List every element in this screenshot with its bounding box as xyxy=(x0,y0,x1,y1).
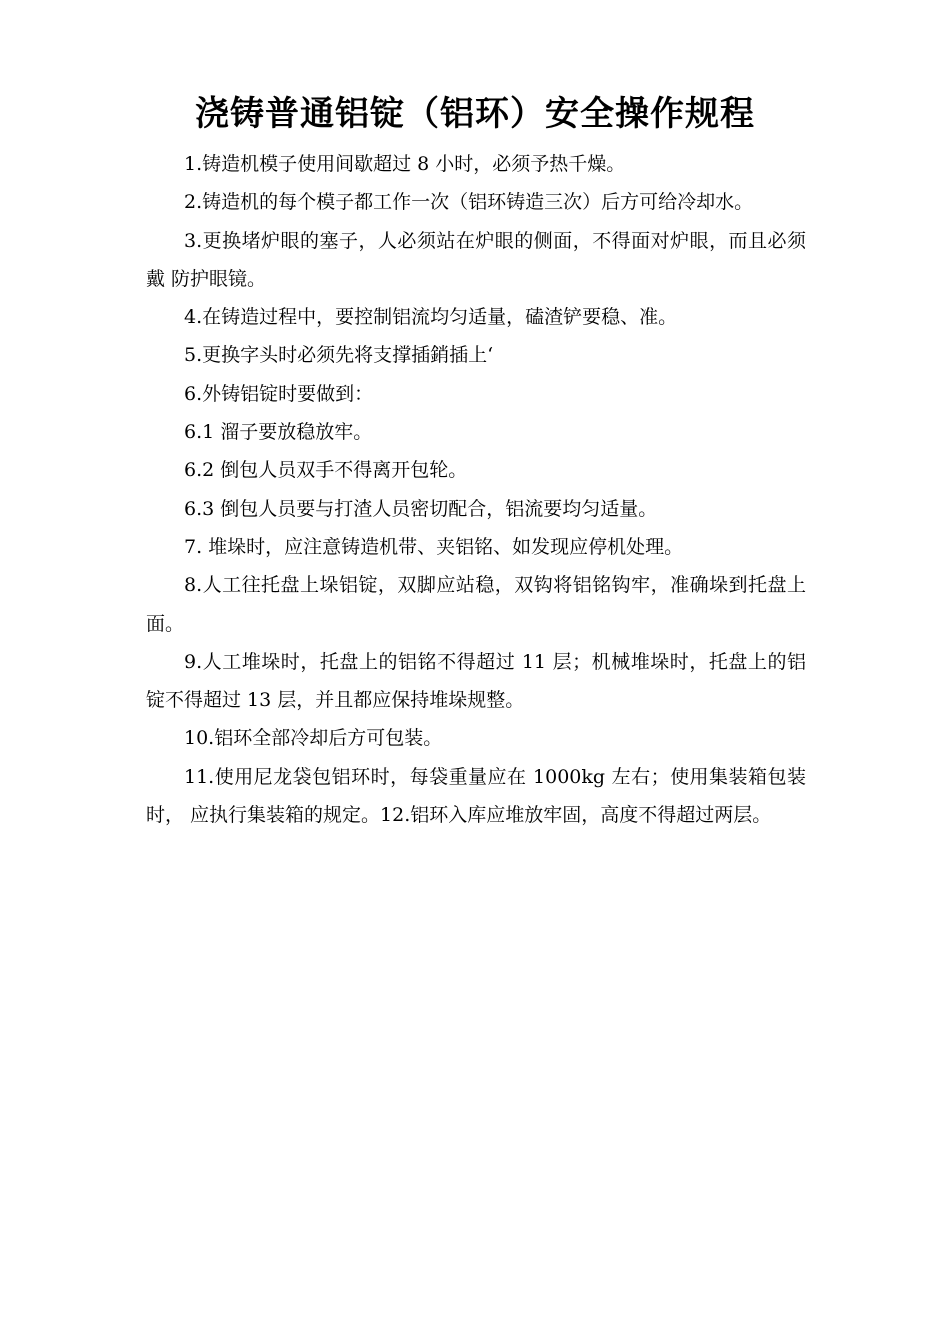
paragraph-10: 10.铝环全部冷却后方可包装。 xyxy=(184,727,443,750)
paragraph-9: 9.人工堆垛时，托盘上的铝铭不得超过 11 层；机械堆垛时，托盘上的铝锭不得超过 13 层，并且都应保持堆垛规整。 xyxy=(146,650,806,712)
document-title: 浇铸普通铝锭（铝环）安全操作规程 xyxy=(195,94,755,134)
paragraph-8: 8.人工往托盘上垛铝锭，双脚应站稳，双钩将铝铭钩牢，准确垛到托盘上面。 xyxy=(146,574,806,635)
paragraph-1: 1.铸造机模子使用间歇超过 8 小时，必须予热千燥。 xyxy=(184,153,626,175)
paragraph-6-2: 6.2 倒包人员双手不得离开包轮。 xyxy=(184,459,468,482)
paragraph-6-3: 6.3 倒包人员要与打渣人员密切配合，铝流要均匀适量。 xyxy=(184,497,658,520)
paragraph-7: 7. 堆垛时，应注意铸造机带、夹铝铭、如发现应停机处理。 xyxy=(184,535,684,558)
paragraph-6: 6.外铸铝锭时要做到： xyxy=(184,382,374,405)
paragraph-5: 5.更换字头时必须先将支撑插銷插上‘ xyxy=(184,344,494,367)
paragraph-11: 11.使用尼龙袋包铝环时，每袋重量应在 1000kg 左右；使用集装箱包装时， 应执行集装箱的规定。12.铝环入库应堆放牢固，高度不得超过两层。 xyxy=(146,765,806,827)
paragraph-2: 2.铸造机的每个模子都工作一次（铝环铸造三次）后方可给冷却水。 xyxy=(184,191,754,214)
paragraph-3: 3.更换堵炉眼的塞子，人必须站在炉眼的侧面，不得面对炉眼，而且必须戴 防护眼镜。 xyxy=(146,229,806,290)
document-body xyxy=(146,145,806,834)
paragraph-4: 4.在铸造过程中，要控制铝流均匀适量，磕渣铲要稳、准。 xyxy=(184,306,678,329)
paragraph-6-1: 6.1 溜子要放稳放牢。 xyxy=(184,421,373,444)
